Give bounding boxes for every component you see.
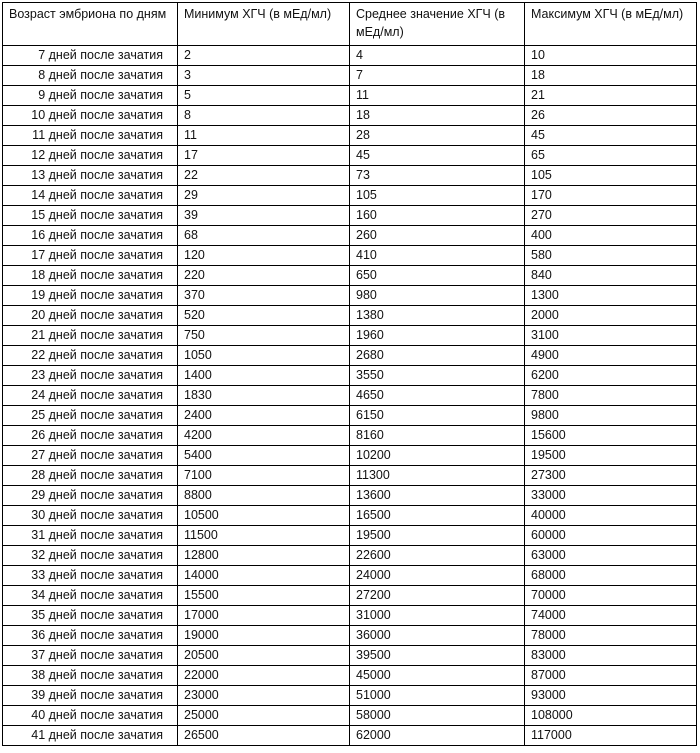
cell-hcg-average: 11 [350,86,525,106]
cell-hcg-average: 45 [350,146,525,166]
cell-hcg-average: 410 [350,246,525,266]
cell-hcg-average: 650 [350,266,525,286]
cell-embryo-age: 32 дней после зачатия [3,546,178,566]
cell-hcg-maximum: 170 [525,186,697,206]
cell-hcg-maximum: 7800 [525,386,697,406]
cell-embryo-age: 19 дней после зачатия [3,286,178,306]
table-row [3,66,697,86]
cell-hcg-maximum: 2000 [525,306,697,326]
table-row [3,626,697,646]
cell-hcg-average: 980 [350,286,525,306]
header-hcg-average: Среднее значение ХГЧ (в мЕд/мл) [350,3,525,46]
cell-embryo-age: 15 дней после зачатия [3,206,178,226]
cell-hcg-maximum: 10 [525,46,697,66]
cell-embryo-age: 18 дней после зачатия [3,266,178,286]
cell-hcg-average: 24000 [350,566,525,586]
cell-hcg-average: 1380 [350,306,525,326]
cell-hcg-minimum: 11500 [178,526,350,546]
cell-hcg-maximum: 27300 [525,466,697,486]
cell-embryo-age: 34 дней после зачатия [3,586,178,606]
cell-embryo-age: 33 дней после зачатия [3,566,178,586]
cell-hcg-average: 31000 [350,606,525,626]
cell-hcg-minimum: 25000 [178,706,350,726]
cell-hcg-average: 73 [350,166,525,186]
cell-hcg-minimum: 370 [178,286,350,306]
cell-hcg-minimum: 12800 [178,546,350,566]
cell-embryo-age: 38 дней после зачатия [3,666,178,686]
cell-embryo-age: 27 дней после зачатия [3,446,178,466]
table-row [3,106,697,126]
cell-hcg-minimum: 7100 [178,466,350,486]
table-row [3,46,697,66]
cell-embryo-age: 24 дней после зачатия [3,386,178,406]
cell-hcg-minimum: 5 [178,86,350,106]
cell-hcg-minimum: 2400 [178,406,350,426]
cell-hcg-minimum: 1400 [178,366,350,386]
cell-hcg-average: 28 [350,126,525,146]
cell-hcg-minimum: 11 [178,126,350,146]
cell-hcg-minimum: 1830 [178,386,350,406]
cell-hcg-average: 3550 [350,366,525,386]
header-hcg-minimum: Минимум ХГЧ (в мЕд/мл) [178,3,350,46]
cell-hcg-minimum: 23000 [178,686,350,706]
cell-hcg-maximum: 3100 [525,326,697,346]
cell-hcg-maximum: 580 [525,246,697,266]
cell-hcg-minimum: 120 [178,246,350,266]
cell-embryo-age: 14 дней после зачатия [3,186,178,206]
cell-hcg-minimum: 520 [178,306,350,326]
cell-hcg-minimum: 8 [178,106,350,126]
cell-hcg-average: 62000 [350,726,525,746]
cell-embryo-age: 13 дней после зачатия [3,166,178,186]
cell-hcg-maximum: 18 [525,66,697,86]
cell-hcg-minimum: 10500 [178,506,350,526]
cell-hcg-minimum: 68 [178,226,350,246]
cell-hcg-maximum: 74000 [525,606,697,626]
cell-hcg-average: 16500 [350,506,525,526]
cell-hcg-maximum: 83000 [525,646,697,666]
cell-embryo-age: 20 дней после зачатия [3,306,178,326]
table-row [3,386,697,406]
cell-embryo-age: 17 дней после зачатия [3,246,178,266]
header-embryo-age: Возраст эмбриона по дням [3,3,178,46]
table-row [3,226,697,246]
cell-hcg-maximum: 40000 [525,506,697,526]
cell-embryo-age: 23 дней после зачатия [3,366,178,386]
table-row [3,366,697,386]
cell-hcg-maximum: 26 [525,106,697,126]
cell-hcg-maximum: 70000 [525,586,697,606]
cell-hcg-minimum: 19000 [178,626,350,646]
table-row [3,406,697,426]
table-body [3,46,697,746]
cell-embryo-age: 26 дней после зачатия [3,426,178,446]
cell-embryo-age: 8 дней после зачатия [3,66,178,86]
cell-hcg-maximum: 60000 [525,526,697,546]
cell-embryo-age: 40 дней после зачатия [3,706,178,726]
table-row [3,166,697,186]
table-row [3,186,697,206]
table-row [3,666,697,686]
cell-hcg-maximum: 108000 [525,706,697,726]
cell-hcg-average: 18 [350,106,525,126]
cell-hcg-average: 1960 [350,326,525,346]
table-row [3,306,697,326]
cell-hcg-maximum: 19500 [525,446,697,466]
cell-embryo-age: 29 дней после зачатия [3,486,178,506]
cell-hcg-maximum: 21 [525,86,697,106]
cell-hcg-maximum: 87000 [525,666,697,686]
cell-hcg-maximum: 78000 [525,626,697,646]
cell-hcg-maximum: 68000 [525,566,697,586]
cell-hcg-average: 7 [350,66,525,86]
cell-hcg-minimum: 22000 [178,666,350,686]
cell-hcg-maximum: 117000 [525,726,697,746]
cell-hcg-average: 36000 [350,626,525,646]
cell-hcg-maximum: 400 [525,226,697,246]
table-row [3,346,697,366]
table-header-row [3,3,697,46]
table-row [3,426,697,446]
cell-hcg-minimum: 20500 [178,646,350,666]
cell-hcg-average: 4 [350,46,525,66]
cell-embryo-age: 22 дней после зачатия [3,346,178,366]
cell-hcg-average: 2680 [350,346,525,366]
table-row [3,206,697,226]
cell-hcg-average: 19500 [350,526,525,546]
cell-hcg-maximum: 33000 [525,486,697,506]
cell-hcg-average: 39500 [350,646,525,666]
cell-hcg-minimum: 220 [178,266,350,286]
cell-embryo-age: 41 дней после зачатия [3,726,178,746]
table-row [3,526,697,546]
cell-embryo-age: 12 дней после зачатия [3,146,178,166]
table-row [3,486,697,506]
hcg-levels-table [2,2,697,746]
table-row [3,246,697,266]
cell-hcg-minimum: 17 [178,146,350,166]
cell-hcg-average: 260 [350,226,525,246]
table-row [3,326,697,346]
cell-hcg-minimum: 39 [178,206,350,226]
cell-hcg-maximum: 9800 [525,406,697,426]
cell-hcg-average: 8160 [350,426,525,446]
cell-hcg-minimum: 4200 [178,426,350,446]
table-row [3,586,697,606]
table-row [3,546,697,566]
cell-hcg-minimum: 26500 [178,726,350,746]
cell-hcg-average: 45000 [350,666,525,686]
cell-hcg-minimum: 5400 [178,446,350,466]
cell-hcg-average: 105 [350,186,525,206]
table-row [3,606,697,626]
cell-embryo-age: 7 дней после зачатия [3,46,178,66]
cell-hcg-minimum: 22 [178,166,350,186]
cell-embryo-age: 25 дней после зачатия [3,406,178,426]
table-row [3,566,697,586]
cell-embryo-age: 21 дней после зачатия [3,326,178,346]
cell-hcg-average: 6150 [350,406,525,426]
cell-hcg-maximum: 840 [525,266,697,286]
cell-hcg-average: 58000 [350,706,525,726]
cell-embryo-age: 9 дней после зачатия [3,86,178,106]
cell-hcg-minimum: 750 [178,326,350,346]
table-row [3,706,697,726]
table-row [3,446,697,466]
cell-hcg-maximum: 65 [525,146,697,166]
cell-hcg-maximum: 15600 [525,426,697,446]
cell-hcg-minimum: 14000 [178,566,350,586]
cell-embryo-age: 36 дней после зачатия [3,626,178,646]
cell-hcg-maximum: 93000 [525,686,697,706]
cell-embryo-age: 10 дней после зачатия [3,106,178,126]
table-row [3,126,697,146]
cell-hcg-average: 27200 [350,586,525,606]
cell-hcg-average: 10200 [350,446,525,466]
cell-hcg-minimum: 8800 [178,486,350,506]
cell-hcg-average: 4650 [350,386,525,406]
cell-embryo-age: 28 дней после зачатия [3,466,178,486]
table-row [3,266,697,286]
table-row [3,726,697,746]
cell-embryo-age: 35 дней после зачатия [3,606,178,626]
cell-hcg-maximum: 270 [525,206,697,226]
table-row [3,146,697,166]
table-row [3,646,697,666]
cell-embryo-age: 11 дней после зачатия [3,126,178,146]
table-row [3,506,697,526]
cell-hcg-minimum: 1050 [178,346,350,366]
cell-hcg-maximum: 45 [525,126,697,146]
cell-hcg-minimum: 17000 [178,606,350,626]
cell-hcg-minimum: 15500 [178,586,350,606]
cell-hcg-average: 51000 [350,686,525,706]
header-hcg-maximum: Максимум ХГЧ (в мЕд/мл) [525,3,697,46]
table-row [3,86,697,106]
cell-embryo-age: 39 дней после зачатия [3,686,178,706]
cell-hcg-minimum: 2 [178,46,350,66]
table-row [3,466,697,486]
cell-hcg-maximum: 63000 [525,546,697,566]
cell-hcg-maximum: 4900 [525,346,697,366]
cell-hcg-average: 13600 [350,486,525,506]
cell-hcg-average: 160 [350,206,525,226]
cell-hcg-average: 11300 [350,466,525,486]
cell-hcg-minimum: 29 [178,186,350,206]
table-row [3,286,697,306]
cell-hcg-minimum: 3 [178,66,350,86]
cell-embryo-age: 16 дней после зачатия [3,226,178,246]
cell-embryo-age: 31 дней после зачатия [3,526,178,546]
cell-hcg-maximum: 6200 [525,366,697,386]
table-row [3,686,697,706]
cell-hcg-maximum: 105 [525,166,697,186]
cell-hcg-average: 22600 [350,546,525,566]
cell-embryo-age: 30 дней после зачатия [3,506,178,526]
cell-hcg-maximum: 1300 [525,286,697,306]
cell-embryo-age: 37 дней после зачатия [3,646,178,666]
